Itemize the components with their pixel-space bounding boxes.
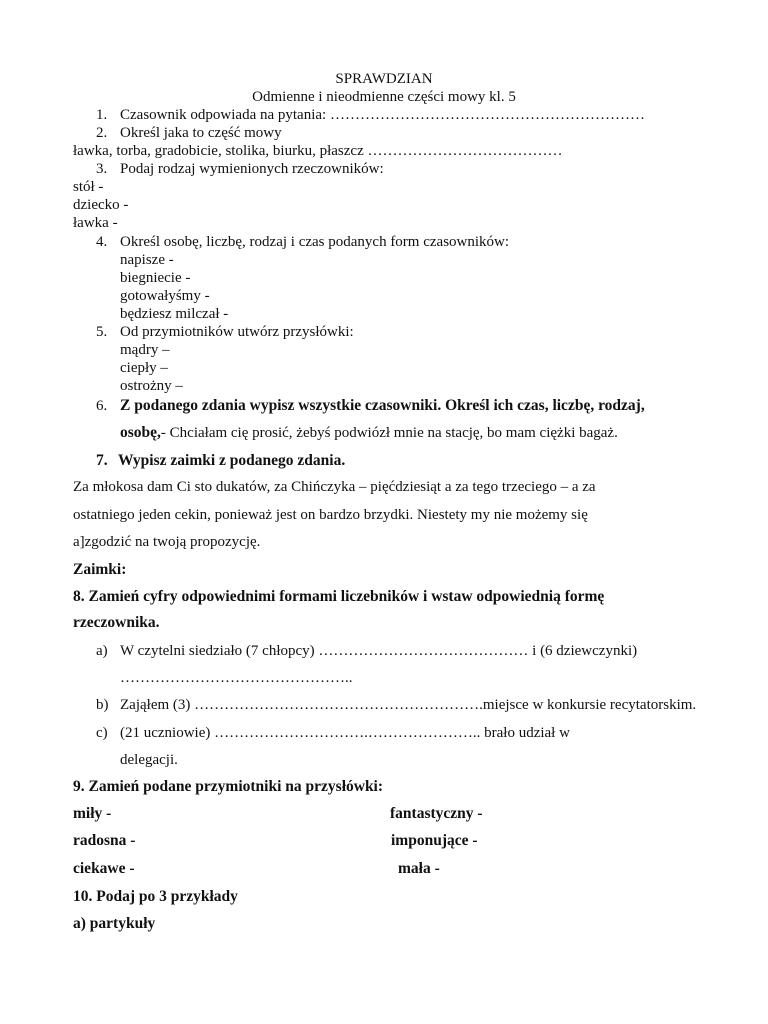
q6-number: 6. — [96, 398, 108, 414]
q6-sentence-line — [120, 424, 618, 442]
q9-right-item: imponujące - — [391, 832, 478, 849]
q5-item: mądry – — [120, 342, 170, 358]
q6-instruction-end: osobę, — [120, 424, 161, 441]
q9-left-item: miły - — [73, 805, 112, 822]
q5-item: ciepły – — [120, 360, 168, 376]
q8-heading-cont: rzeczownika. — [73, 614, 160, 631]
page-title: SPRAWDZIAN — [335, 71, 433, 87]
q4-number: 4. — [96, 234, 108, 250]
q3-item: dziecko - — [73, 197, 129, 213]
q6-sentence: - Chciałam cię prosić, żebyś podwiózł mnie na stację, bo mam ciężki bagaż. — [160, 425, 618, 441]
q8-b-label: b) — [96, 697, 109, 713]
q4-item: biegniecie - — [120, 270, 191, 286]
q9-right-item: mała - — [398, 860, 440, 877]
q7-answer-label: Zaimki: — [73, 561, 127, 578]
q3-item: ławka - — [73, 215, 118, 231]
q5-number: 5. — [96, 324, 108, 340]
q3-text: Podaj rodzaj wymienionych rzeczowników: — [120, 161, 384, 177]
q9-left-item: ciekawe - — [73, 860, 135, 877]
q8-a-text: W czytelni siedziało (7 chłopcy) …………………………………… i (6 dziewczynki) — [120, 643, 638, 659]
q2-text: Określ jaka to część mowy — [120, 125, 282, 141]
q8-a-label: a) — [96, 643, 108, 659]
q4-item: będziesz milczał - — [120, 306, 229, 322]
q8-a-continuation: ……………………………………….. — [120, 670, 353, 686]
q6-instruction: Z podanego zdania wypisz wszystkie czasowniki. Określ ich czas, liczbę, rodzaj, — [120, 397, 645, 414]
q9-right-item: fantastyczny - — [390, 805, 483, 822]
q8-b-text: Zająłem (3) ………………………………………………….miejsce w konkursie recytatorskim. — [120, 697, 697, 713]
q7-number: 7. — [96, 452, 108, 469]
q8-heading: 8. Zamień cyfry odpowiednimi formami liczebników i wstaw odpowiednią formę — [73, 588, 605, 605]
q7-paragraph-line: Za młokosa dam Ci sto dukatów, za Chińczyka – pięćdziesiąt a za tego trzeciego – a za — [73, 479, 596, 495]
q8-c-label: c) — [96, 725, 108, 741]
q3-number: 3. — [96, 161, 108, 177]
q8-c-continuation: delegacji. — [120, 752, 178, 768]
q9-heading: 9. Zamień podane przymiotniki na przysłówki: — [73, 778, 384, 795]
q2-number: 2. — [96, 125, 108, 141]
q4-item: napisze - — [120, 252, 174, 268]
q4-item: gotowałyśmy - — [120, 288, 210, 304]
q8-c-text: (21 uczniowie) ………………………….………………….. brało udział w — [120, 725, 570, 741]
q7-paragraph-line: a]zgodzić na twoją propozycję. — [73, 534, 261, 550]
q10-item-a: a) partykuły — [73, 915, 156, 932]
q1-number: 1. — [96, 107, 108, 123]
q7-paragraph-line: ostatniego jeden cekin, ponieważ jest on bardzo brzydki. Niestety my nie możemy się — [73, 507, 588, 523]
q2-words: ławka, torba, gradobicie, stolika, biurku, płaszcz ………………………………… — [73, 143, 563, 159]
page-subtitle: Odmienne i nieodmienne części mowy kl. 5 — [252, 89, 516, 105]
q7-text: Wypisz zaimki z podanego zdania. — [118, 452, 346, 469]
q5-text: Od przymiotników utwórz przysłówki: — [120, 324, 354, 340]
q3-item: stół - — [73, 179, 104, 195]
q10-heading: 10. Podaj po 3 przykłady — [73, 888, 238, 905]
q5-item: ostrożny – — [120, 378, 183, 394]
q4-text: Określ osobę, liczbę, rodzaj i czas podanych form czasowników: — [120, 234, 510, 250]
q1-text: Czasownik odpowiada na pytania: ……………………………………………………… — [120, 107, 645, 123]
q9-left-item: radosna - — [73, 832, 136, 849]
